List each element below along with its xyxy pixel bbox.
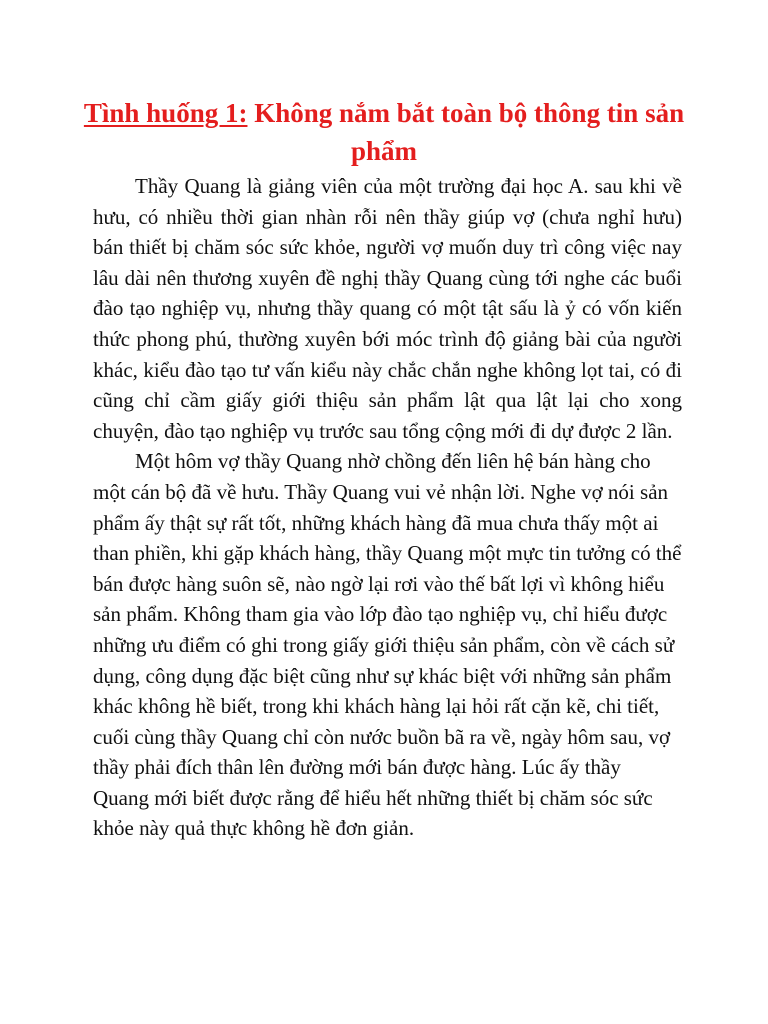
paragraph-1: Thầy Quang là giảng viên của một trường đại học A. sau khi về hưu, có nhiều thời gian nhàn rỗi nên thầy giúp vợ (chưa nghỉ hưu) bán thiết bị chăm sóc sức khỏe, người vợ muốn duy trì công việc nay lâu dài nên thương xuyên đề nghị thầy Quang cùng tới nghe các buổi đào tạo nghiệp vụ, nhưng thầy quang có một tật sấu là ỷ có vốn kiến thức phong phú, thường xuyên bới móc trình độ giảng bài của người khác, kiểu đào tạo tư vấn kiểu này chắc chắn nghe không lọt tai, có đi cũng chỉ cầm giấy giới thiệu sản phẩm lật qua lật lại cho xong chuyện, đào tạo nghiệp vụ trước sau tổng cộng mới đi dự được 2 lần. (93, 174, 682, 443)
document-body (93, 171, 682, 844)
page-title (60, 94, 708, 170)
title-text: Không nắm bắt toàn bộ thông tin sản phẩm (254, 98, 685, 166)
paragraph-2: Một hôm vợ thầy Quang nhờ chồng đến liên hệ bán hàng cho một cán bộ đã về hưu. Thầy Quang vui vẻ nhận lời. Nghe vợ nói sản phẩm ấy thật sự rất tốt, những khách hàng đã mua chưa thấy một ai than phiền, khi gặp khách hàng, thầy Quang một mực tin tưởng có thể bán được hàng suôn sẽ, nào ngờ lại rơi vào thế bất lợi vì không hiểu sản phẩm. Không tham gia vào lớp đào tạo nghiệp vụ, chỉ hiểu được những ưu điểm có ghi trong giấy giới thiệu sản phẩm, còn về cách sử dụng, công dụng đặc biệt cũng như sự khác biệt với những sản phẩm khác không hề biết, trong khi khách hàng lại hỏi rất cặn kẽ, chi tiết, cuối cùng thầy Quang chỉ còn nước buồn bã ra về, ngày hôm sau, vợ thầy phải đích thân lên đường mới bán được hàng. Lúc ấy thầy Quang mới biết được rằng để hiểu hết những thiết bị chăm sóc sức khỏe này quả thực không hề đơn giản. (93, 449, 682, 841)
title-label: Tình huống 1: (83, 98, 248, 128)
